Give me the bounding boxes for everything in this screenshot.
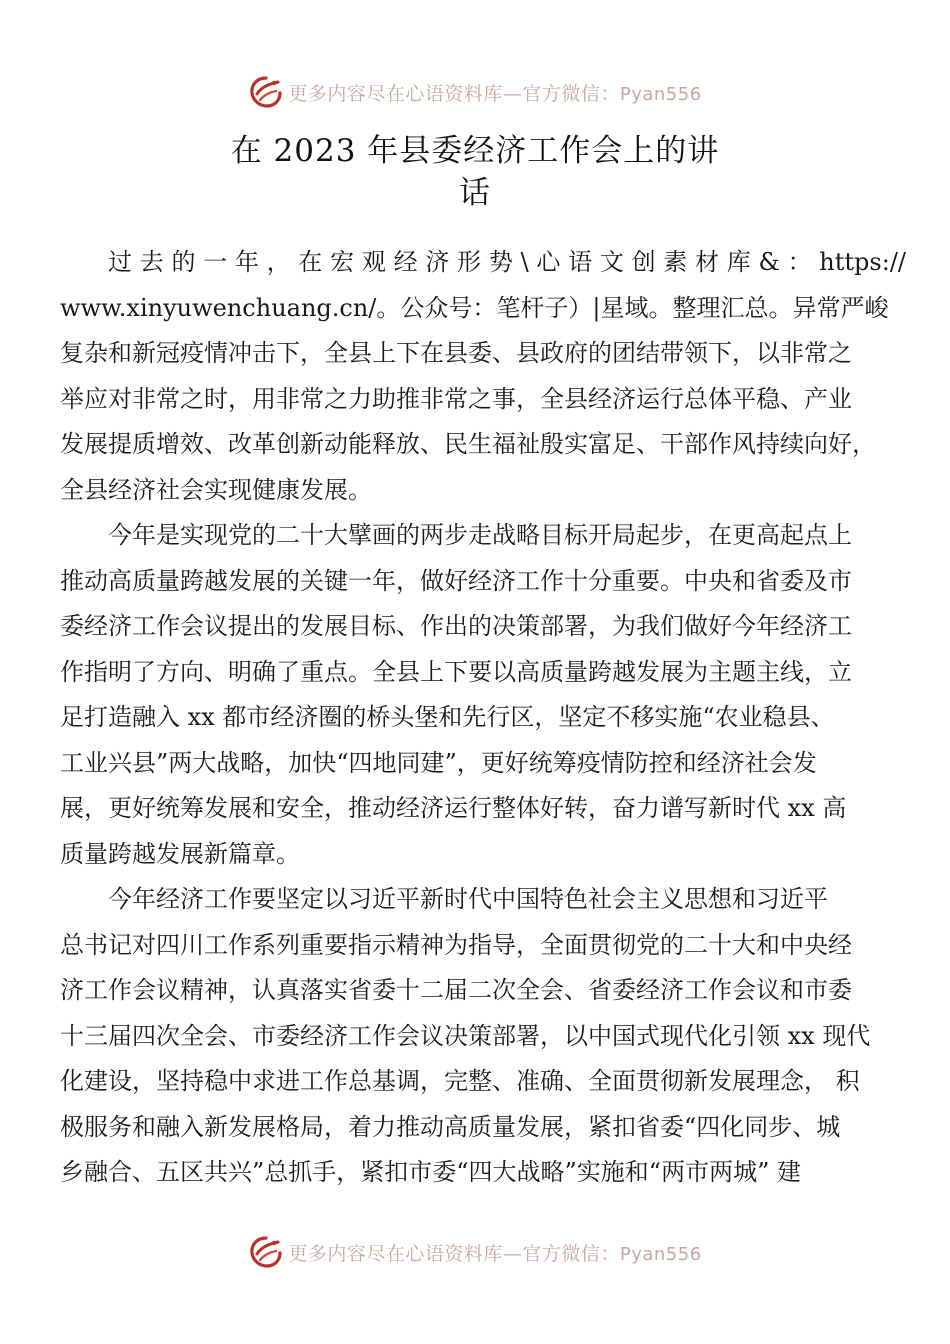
text-line: 委经济工作会议提出的发展目标、作出的决策部署，为我们做好今年经济工 xyxy=(60,612,852,640)
text-line: 极服务和融入新发展格局，着力推动高质量发展，紧扣省委“四化同步、城 xyxy=(60,1112,841,1141)
text-line: 发展提质增效、改革创新动能释放、民生福祉殷实富足、干部作风持续向好， xyxy=(60,430,876,458)
wechat-id: Pyan556 xyxy=(619,83,702,105)
text-line: 乡融合、五区共兴”总抓手，紧扣市委“四大战略”实施和“两市两城” 建 xyxy=(60,1158,801,1186)
banner-text: 更多内容尽在心语资料库—官方微信：Pyan556 xyxy=(288,1242,702,1265)
wechat-id: Pyan556 xyxy=(619,1243,702,1265)
text-line: 作指明了方向、明确了重点。全县上下要以高质量跨越发展为主题主线，立 xyxy=(60,657,852,686)
text-line: 化建设，坚持稳中求进工作总基调，完整、准确、全面贯彻新发展理念， 积 xyxy=(60,1067,860,1095)
text-line: 今年是实现党的二十大擘画的两步走战略目标开局起步，在更高起点上 xyxy=(108,521,852,549)
text-line: 总书记对四川工作系列重要指示精神为指导，全面贯彻党的二十大和中央经 xyxy=(60,930,852,959)
text-line: 过 去 的 一 年 ， 在 宏 观 经 济 形 势 \ 心 语 文 创 素 材 库 & ： https:// xyxy=(108,248,906,276)
banner-text: 更多内容尽在心语资料库—官方微信：Pyan556 xyxy=(288,82,702,105)
document-body xyxy=(60,240,906,1196)
red-brush-circle-logo-icon xyxy=(248,1234,284,1270)
footer-banner xyxy=(0,1232,950,1272)
text-line: 十三届四次全会、市委经济工作会议决策部署，以中国式现代化引领 xx 现代 xyxy=(60,1021,871,1050)
title-line-2: 话 xyxy=(459,175,491,211)
text-line: 足打造融入 xx 都市经济圈的桥头堡和先行区，坚定不移实施“农业稳县、 xyxy=(60,703,835,731)
text-line: 济工作会议精神，认真落实省委十二届二次全会、省委经济工作会议和市委 xyxy=(60,976,852,1004)
title-line-1: 在 2023 年县委经济工作会上的讲 xyxy=(230,133,720,169)
header-banner xyxy=(0,72,950,112)
text-line: 复杂和新冠疫情冲击下，全县上下在县委、县政府的团结带领下，以非常之 xyxy=(60,339,852,367)
page-title xyxy=(0,130,950,214)
text-line: 推动高质量跨越发展的关键一年，做好经济工作十分重要。中央和省委及市 xyxy=(60,566,852,595)
text-line: 工业兴县”两大战略，加快“四地同建”，更好统筹疫情防控和经济社会发 xyxy=(60,748,817,777)
red-brush-circle-logo-icon xyxy=(248,74,284,110)
text-line: 质量跨越发展新篇章。 xyxy=(60,839,300,868)
text-line: 全县经济社会实现健康发展。 xyxy=(60,475,372,504)
text-line: 今年经济工作要坚定以习近平新时代中国特色社会主义思想和习近平 xyxy=(108,885,828,913)
text-line: 展，更好统筹发展和安全，推动经济运行整体好转，奋力谱写新时代 xx 高 xyxy=(60,794,847,822)
text-line: www.xinyuwenchuang.cn/。公众号：笔杆子）|星域。整理汇总。异常严峻 xyxy=(60,293,889,322)
text-line: 举应对非常之时，用非常之力助推非常之事，全县经济运行总体平稳、产业 xyxy=(60,384,852,413)
